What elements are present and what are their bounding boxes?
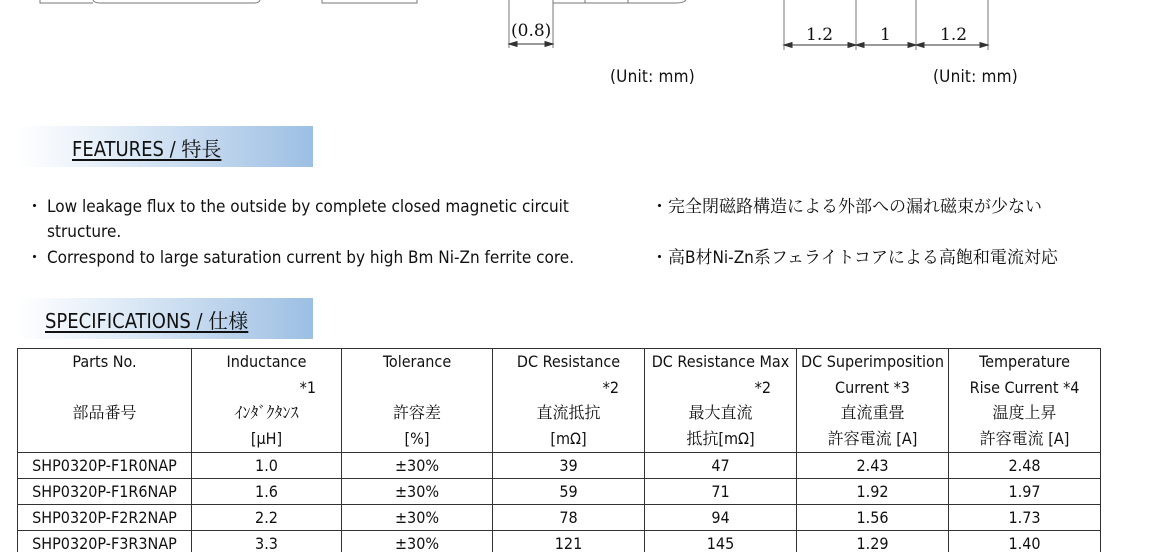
feature-en-1-line2: structure. (47, 222, 122, 242)
cell-dc-resistance-max: 71 (645, 479, 797, 505)
cell-dc-resistance: 39 (493, 453, 645, 479)
bullet: ・ (26, 197, 43, 217)
cell-part-number: SHP0320P-F3R3NAP (18, 531, 192, 552)
dimension-right-label-1: 1.2 (806, 25, 834, 45)
cell-dc-resistance-max: 47 (645, 453, 797, 479)
cell-temperature-rise: 1.97 (949, 479, 1101, 505)
features-heading: FEATURES / 特長 (72, 137, 222, 161)
column-header-temperature-rise: Temperature Rise Current *4 温度上昇 許容電流 [A] (949, 349, 1101, 453)
bullet: ・ (651, 197, 668, 217)
table-row (18, 505, 1101, 531)
column-header-inductance: Inductance *1 ｲﾝﾀﾞｸﾀﾝｽ [μH] (192, 349, 342, 453)
feature-jp-1-text: 完全閉磁路構造による外部への漏れ磁束が少ない (668, 197, 1042, 217)
bullet: ・ (651, 248, 668, 268)
cell-temperature-rise: 1.73 (949, 505, 1101, 531)
cell-part-number: SHP0320P-F1R0NAP (18, 453, 192, 479)
cell-dc-resistance-max: 94 (645, 505, 797, 531)
dimension-right-label-3: 1.2 (940, 25, 968, 45)
column-header-tolerance: Tolerance 許容差 [%] (342, 349, 493, 453)
cell-dc-superimposition: 1.92 (797, 479, 949, 505)
specifications-heading: SPECIFICATIONS / 仕様 (45, 309, 249, 333)
cell-inductance: 2.2 (192, 505, 342, 531)
dimension-left-label: (0.8) (511, 21, 552, 41)
cell-part-number: SHP0320P-F2R2NAP (18, 505, 192, 531)
specifications-heading-bar (17, 298, 313, 339)
cell-dc-resistance: 78 (493, 505, 645, 531)
cell-inductance: 1.0 (192, 453, 342, 479)
column-header-dc-resistance: DC Resistance *2 直流抵抗 [mΩ] (493, 349, 645, 453)
cell-inductance: 3.3 (192, 531, 342, 552)
unit-label-right: (Unit: mm) (933, 67, 1018, 87)
cell-part-number: SHP0320P-F1R6NAP (18, 479, 192, 505)
cell-tolerance: ±30% (342, 531, 493, 552)
dimension-drawing (0, 0, 1150, 110)
cell-tolerance: ±30% (342, 505, 493, 531)
feature-jp-2-text: 高B材Ni-Zn系フェライトコアによる高飽和電流対応 (668, 248, 1058, 268)
cell-inductance: 1.6 (192, 479, 342, 505)
cell-dc-resistance: 59 (493, 479, 645, 505)
cell-dc-resistance: 121 (493, 531, 645, 552)
table-header-row (18, 349, 1101, 453)
specifications-table (17, 348, 1101, 552)
dimension-right-label-2: 1 (880, 25, 891, 45)
column-header-dc-superimposition: DC Superimposition Current *3 直流重畳 許容電流 [A] (797, 349, 949, 453)
cell-tolerance: ±30% (342, 479, 493, 505)
table-row (18, 453, 1101, 479)
cell-dc-resistance-max: 145 (645, 531, 797, 552)
cell-temperature-rise: 2.48 (949, 453, 1101, 479)
cell-dc-superimposition: 1.56 (797, 505, 949, 531)
cell-temperature-rise: 1.40 (949, 531, 1101, 552)
bullet: ・ (26, 248, 43, 268)
feature-en-1-line1: Low leakage flux to the outside by complete closed magnetic circuit (47, 197, 569, 217)
cell-tolerance: ±30% (342, 453, 493, 479)
features-heading-bar (17, 126, 313, 167)
column-header-parts-no: Parts No. 部品番号 (18, 349, 192, 453)
feature-en-2-line1: Correspond to large saturation current by high Bm Ni-Zn ferrite core. (47, 248, 575, 268)
column-header-dc-resistance-max: DC Resistance Max *2 最大直流 抵抗[mΩ] (645, 349, 797, 453)
table-row (18, 531, 1101, 552)
cell-dc-superimposition: 1.29 (797, 531, 949, 552)
table-row (18, 479, 1101, 505)
cell-dc-superimposition: 2.43 (797, 453, 949, 479)
unit-label-left: (Unit: mm) (610, 67, 695, 87)
